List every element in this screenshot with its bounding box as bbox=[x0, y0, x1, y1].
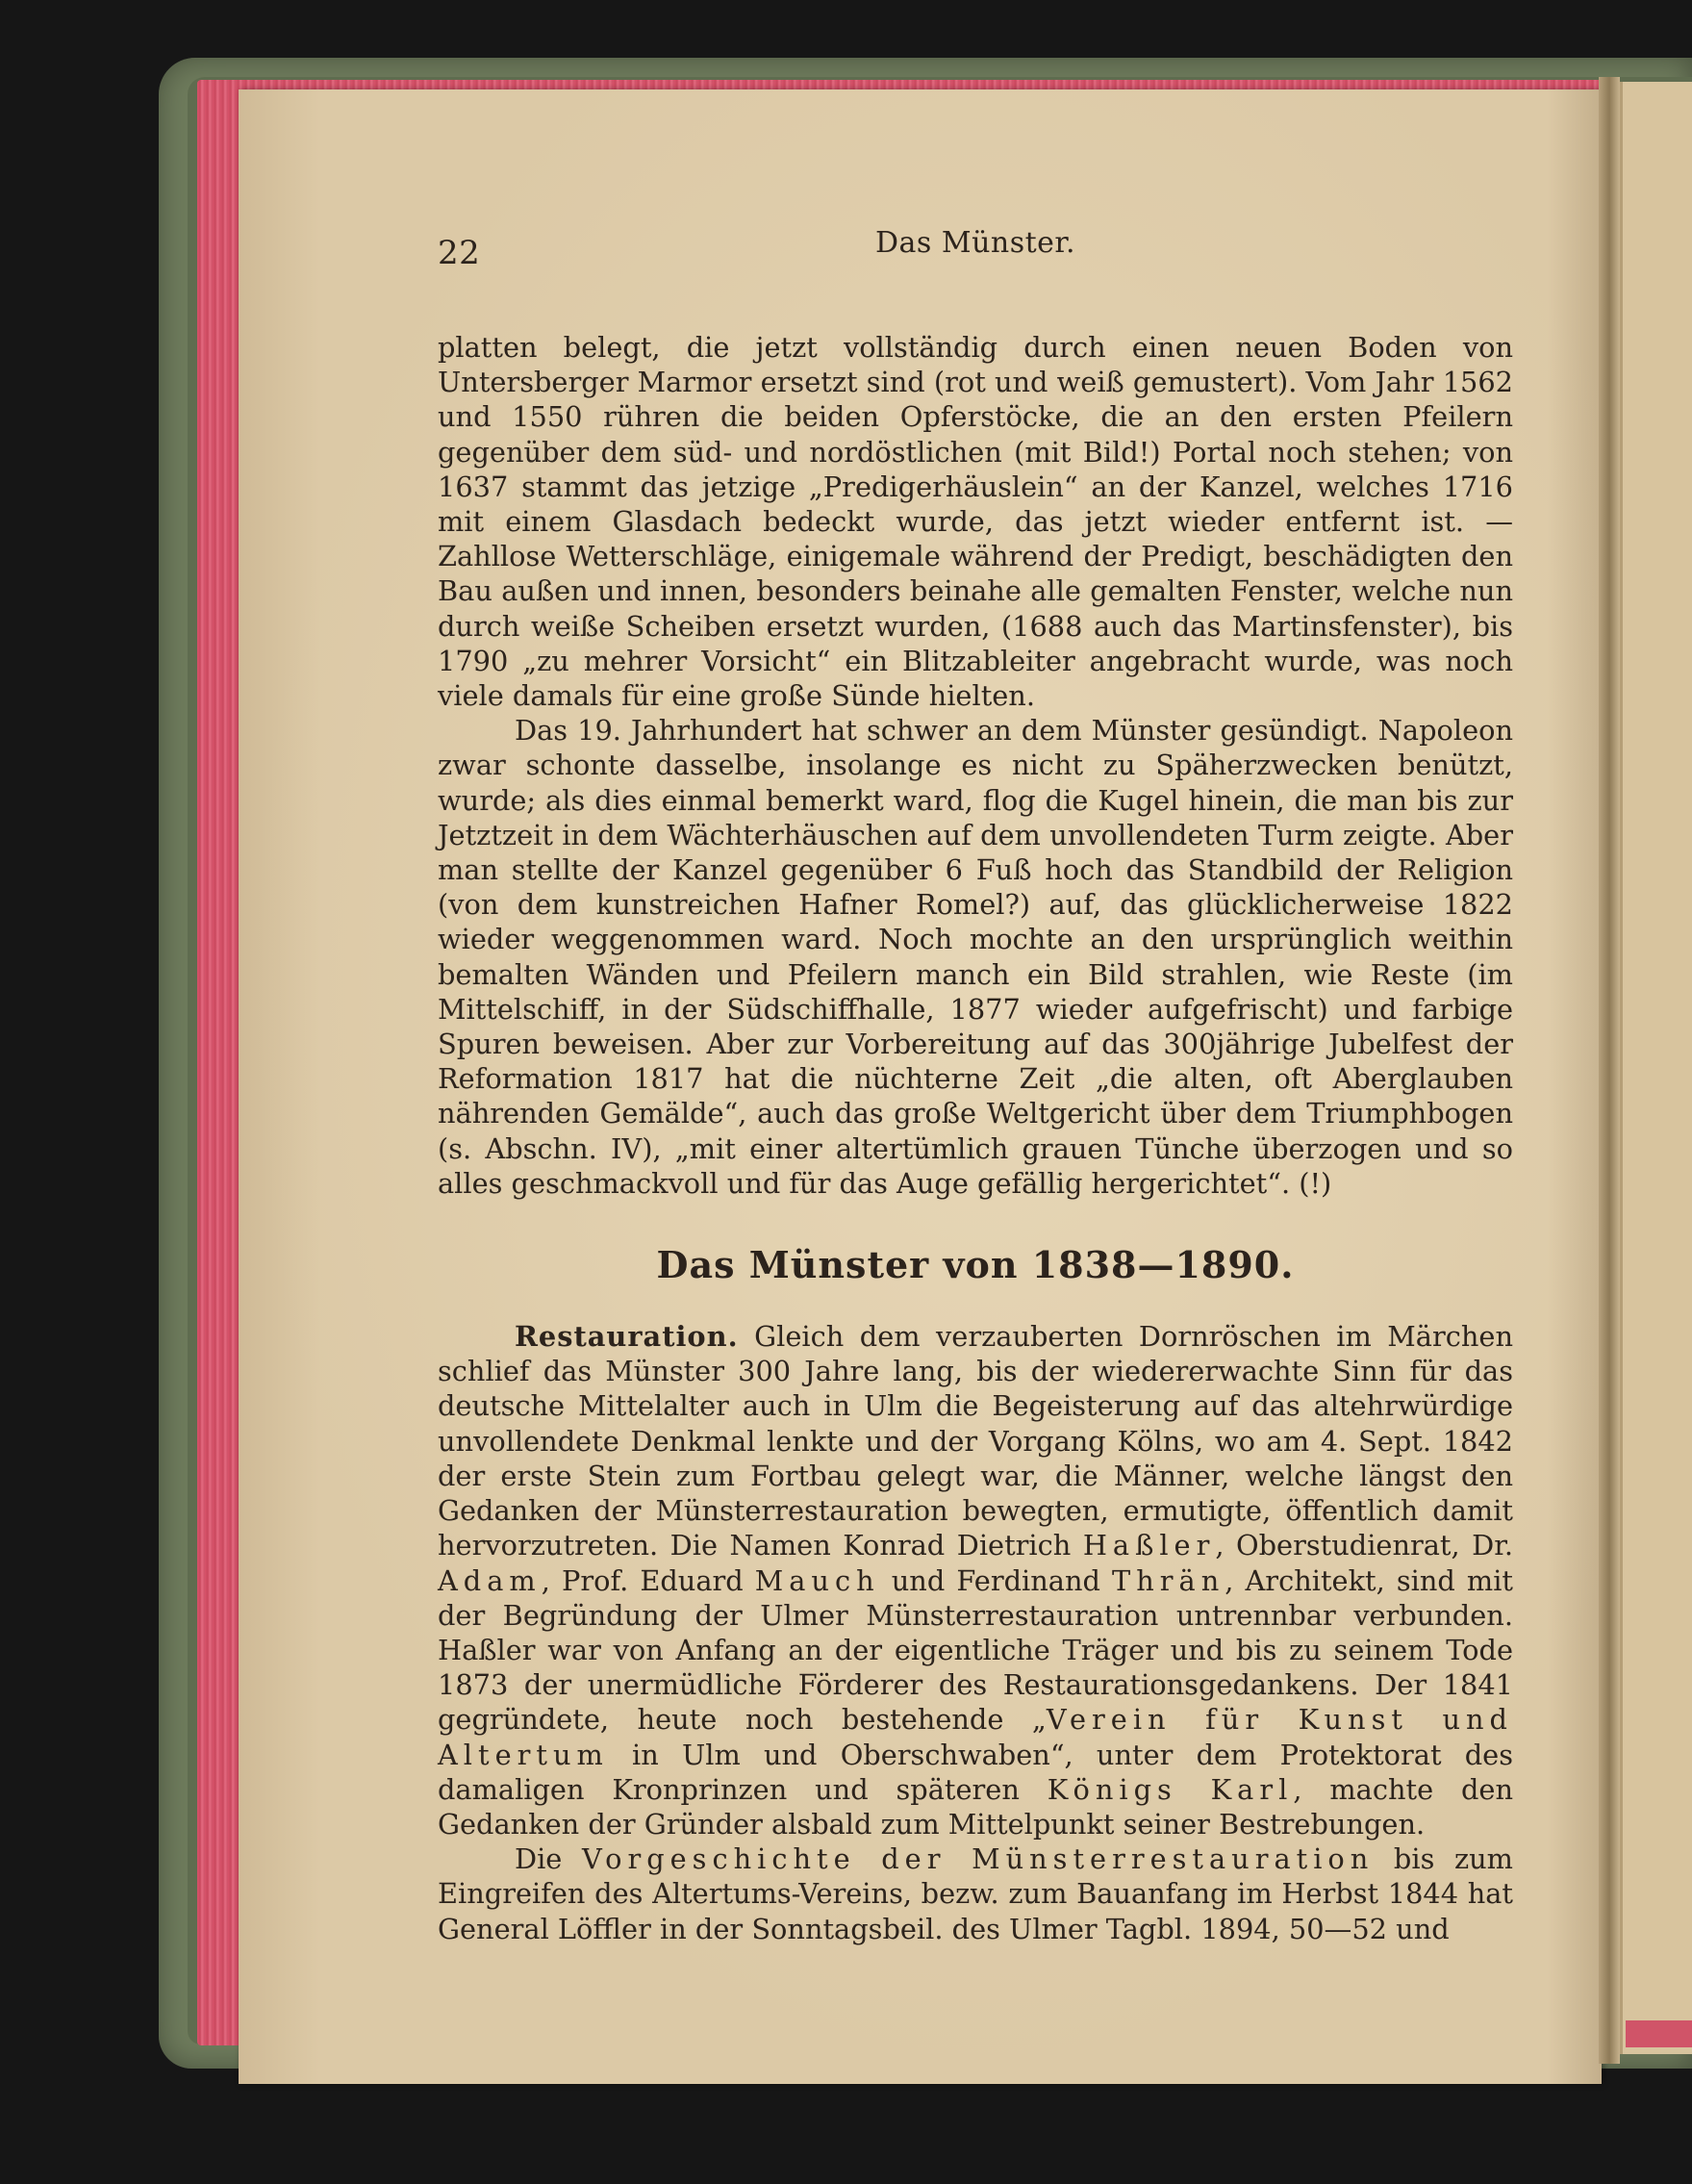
paragraph-3-text-e: , Architekt, sind mit der Begründung der Ulmer Münsterrestauration untrennbar verbunden. Haßler war von Anfang an der eigentliche Träger und bis zu seinem Tode 1873 der unermüdliche Förderer des Restaurationsgedankens. Der 1841 gegründete, heute noch bestehende „ bbox=[438, 1563, 1513, 1737]
run-in-heading: Restauration. bbox=[515, 1320, 739, 1354]
paragraph-4-text-b: bis zum Eingreifen des Altertums-Vereins, bezw. zum Bauanfang im Herbst 1844 hat General Löffler in der Sonntagsbeil. des Ulmer Tagbl. 1894, 50—52 und bbox=[438, 1842, 1513, 1945]
page-number: 22 bbox=[438, 234, 481, 272]
name-mauch: Mauch bbox=[754, 1563, 880, 1597]
name-adam: Adam bbox=[438, 1563, 542, 1597]
section-heading: Das Münster von 1838—1890. bbox=[656, 1243, 1295, 1287]
paragraph-3-text-a: Gleich dem verzauberten Dornröschen im Märchen schlief das Münster 300 Jahre lang, bis der wiedererwachte Sinn für das deutsche Mittelalter auch in Ulm die Begeisterung auf das altehrwürdige unvollendete Denkmal lenkte und der Vorgang Kölns, wo am 4. Sept. 1842 der erste Stein zum Fortbau gelegt war, die Männer, welche längst den Gedanken der Münsterrestauration bewegten, ermutigte, öffentlich damit hervorzutreten. Die Namen Konrad Dietrich bbox=[438, 1320, 1513, 1562]
verein-name: Verein für Kunst und Altertum bbox=[438, 1703, 1513, 1771]
paragraph-3-text-c: , Prof. Eduard bbox=[541, 1563, 755, 1597]
page-header bbox=[438, 226, 1513, 284]
paragraph-3-text-d: und Ferdinand bbox=[879, 1563, 1113, 1597]
facing-page bbox=[1620, 82, 1692, 2054]
page-text-block bbox=[438, 226, 1514, 1945]
paragraph-4-text-a: Die bbox=[515, 1842, 582, 1876]
book-gutter bbox=[1599, 77, 1620, 2064]
paragraph-1: platten belegt, die jetzt vollständig durch einen neuen Boden von Untersberger Marmor ersetzt sind (rot und weiß gemustert). Vom Jahr 1562 und 1550 rühren die beiden Opferstöcke, die an den ersten Pfeilern gegenüber dem süd- und nordöstlichen (mit Bild!) Portal noch stehen; von 1637 stammt das jetzige „Predigerhäuslein“ an der Kanzel, welches 1716 mit einem Glasdach bedeckt wurde, das jetzt wieder entfernt ist. — Zahllose Wetterschläge, einigemale während der Predigt, beschädigten den Bau außen und innen, besonders beinahe alle gemalten Fenster, welche nun durch weiße Scheiben ersetzt wurden, (1688 auch das Martinsfenster), bis 1790 „zu mehrer Vorsicht“ ein Blitzableiter angebracht wurde, was noch viele damals für eine große Sünde hielten. bbox=[438, 331, 1513, 713]
running-head: Das Münster. bbox=[874, 226, 1076, 260]
paragraph-2: Das 19. Jahrhundert hat schwer an dem Münster gesündigt. Napoleon zwar schonte dasselbe, insolange es nicht zu Späherzwecken benützt, wurde; als dies einmal bemerkt ward, flog die Kugel hinein, die man bis zur Jetztzeit in dem Wächterhäuschen auf dem unvollendeten Turm zeigte. Aber man stellte der Kanzel gegenüber 6 Fuß hoch das Standbild der Religion (von dem kunstreichen Hafner Romel?) auf, das glücklicherweise 1822 wieder weggenommen ward. Noch mochte an den ursprünglich weithin bemalten Wänden und Pfeilern manch ein Bild strahlen, wie Reste (im Mittelschiff, in der Südschiffhalle, 1877 wieder aufgefrischt) und farbige Spuren beweisen. Aber zur Vorbereitung auf das 300jährige Jubelfest der Reformation 1817 hat die nüchterne Zeit „die alten, oft Aberglauben nährenden Gemälde“, auch das große Weltgericht über dem Triumphbogen (s. Abschn. IV), „mit einer altertümlich grauen Tünche überzogen und so alles geschmackvoll und für das Auge gefällig hergerichtet“. (!) bbox=[438, 714, 1513, 1200]
name-thraen: Thrän bbox=[1112, 1563, 1225, 1597]
paragraph-4 bbox=[438, 1841, 1513, 1946]
paragraph-3-text-b: , Oberstudienrat, Dr. bbox=[1215, 1529, 1513, 1562]
paragraph-3-text-g: , machte den Gedanken der Gründer alsbald zum Mittelpunkt seiner Bestrebungen. bbox=[438, 1772, 1514, 1841]
paragraph-3 bbox=[438, 1319, 1513, 1841]
facing-page-edge bbox=[1626, 2020, 1692, 2047]
paragraph-3-text-f: in Ulm und Oberschwaben“, unter dem Protektorat des damaligen Kronprinzen und späteren bbox=[438, 1738, 1513, 1806]
koenig-karl: Königs Karl bbox=[1047, 1772, 1294, 1806]
name-hassler: Haßler bbox=[1082, 1529, 1216, 1562]
vorgeschichte-phrase: Vorgeschichte der Münsterrestauration bbox=[581, 1842, 1375, 1876]
